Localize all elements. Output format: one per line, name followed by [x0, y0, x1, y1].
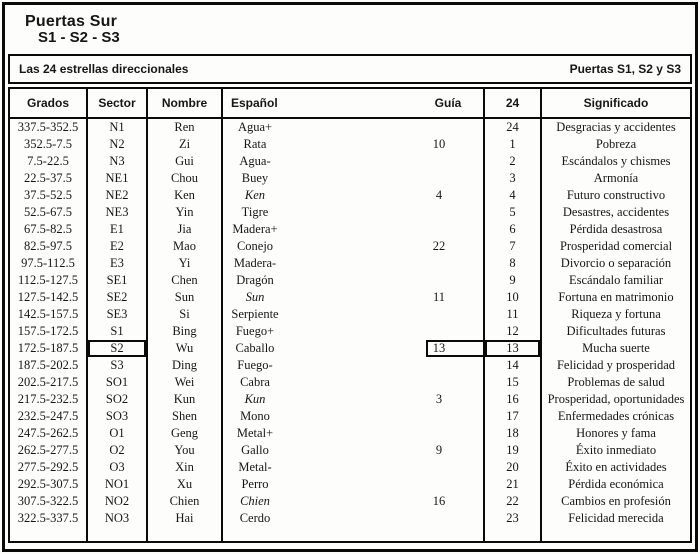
espanol-text: Mono — [240, 409, 270, 423]
espanol-text: Sun — [245, 290, 265, 304]
espanol-text: Gallo — [241, 443, 269, 457]
table-row — [10, 255, 690, 272]
espanol-text: Conejo — [236, 239, 274, 253]
table-filler-row — [10, 527, 690, 541]
page-title: Puertas Sur — [25, 13, 118, 30]
grados-cell: 277.5-292.5 — [10, 459, 88, 476]
table-row — [10, 153, 690, 170]
sector-cell: SE2 — [88, 289, 148, 306]
significado-cell: Pérdida económica — [568, 477, 664, 491]
star24-cell: 4 — [485, 187, 542, 204]
star24-cell: 3 — [485, 170, 542, 187]
significado-cell: Pobreza — [595, 137, 637, 151]
table-row — [10, 221, 690, 238]
sector-cell: N2 — [88, 136, 148, 153]
sector-cell: S1 — [88, 323, 148, 340]
espanol-cell — [223, 170, 485, 187]
grados-cell: 202.5-217.5 — [10, 374, 88, 391]
significado-cell: Éxito en actividades — [565, 460, 667, 474]
guia-highlight-box — [426, 340, 483, 357]
nombre-cell: Sun — [148, 289, 223, 306]
sector-cell: N3 — [88, 153, 148, 170]
grados-cell: 127.5-142.5 — [10, 289, 88, 306]
espanol-text: Agua+ — [237, 120, 273, 134]
table-row — [10, 357, 690, 374]
nombre-cell: Xu — [148, 476, 223, 493]
nombre-cell: Si — [148, 306, 223, 323]
star24-cell: 15 — [485, 374, 542, 391]
sector-cell: NO3 — [88, 510, 148, 527]
nombre-cell: Wei — [148, 374, 223, 391]
grados-cell: 112.5-127.5 — [10, 272, 88, 289]
espanol-cell — [223, 272, 485, 289]
sector-cell: NE2 — [88, 187, 148, 204]
table-row — [10, 306, 690, 323]
significado-cell: Riqueza y fortuna — [571, 307, 661, 321]
significado-cell: Escándalos y chismes — [561, 154, 671, 168]
espanol-cell — [223, 340, 485, 357]
star24-cell: 2 — [485, 153, 542, 170]
table-row — [10, 459, 690, 476]
sector-cell: E1 — [88, 221, 148, 238]
sector-cell: SO2 — [88, 391, 148, 408]
espanol-cell — [223, 238, 485, 255]
significado-cell: Escándalo familiar — [568, 273, 664, 287]
grados-cell: 22.5-37.5 — [10, 170, 88, 187]
significado-cell: Cambios en profesión — [561, 494, 671, 508]
guia-value: 3 — [435, 392, 443, 406]
nombre-cell: Yi — [148, 255, 223, 272]
table-row — [10, 136, 690, 153]
espanol-cell — [223, 204, 485, 221]
sector-cell: E3 — [88, 255, 148, 272]
espanol-text: Metal+ — [236, 426, 274, 440]
nombre-cell: Yin — [148, 204, 223, 221]
table-row — [10, 476, 690, 493]
significado-cell: Problemas de salud — [567, 375, 665, 389]
sector-cell: SE3 — [88, 306, 148, 323]
guia-value: 10 — [432, 137, 446, 151]
espanol-cell — [223, 476, 485, 493]
col-header-espanol — [223, 89, 485, 117]
significado-cell: Armonía — [593, 171, 639, 185]
guia-value: 4 — [435, 188, 443, 202]
significado-cell: Prosperidad comercial — [559, 239, 673, 253]
espanol-cell — [223, 221, 485, 238]
table-row — [10, 425, 690, 442]
grados-cell: 67.5-82.5 — [10, 221, 88, 238]
guia-value: 11 — [432, 290, 446, 304]
star24-cell: 1 — [485, 136, 542, 153]
espanol-cell — [223, 408, 485, 425]
significado-cell: Desastres, accidentes — [562, 205, 670, 219]
col-header-grados: Grados — [10, 89, 88, 117]
sector-cell: NO1 — [88, 476, 148, 493]
grados-cell: 217.5-232.5 — [10, 391, 88, 408]
grados-cell: 232.5-247.5 — [10, 408, 88, 425]
significado-cell: Pérdida desastrosa — [569, 222, 663, 236]
sector-cell: N1 — [88, 119, 148, 136]
espanol-text: Fuego- — [237, 358, 273, 372]
subtitle-right-label: Puertas S1, S2 y S3 — [569, 62, 681, 76]
table-row — [10, 340, 690, 357]
sector-cell: O1 — [88, 425, 148, 442]
guia-value: 13 — [432, 341, 446, 355]
grados-cell: 82.5-97.5 — [10, 238, 88, 255]
espanol-text: Agua- — [239, 154, 271, 168]
espanol-cell — [223, 442, 485, 459]
sector-cell: S3 — [88, 357, 148, 374]
espanol-cell — [223, 119, 485, 136]
espanol-cell — [223, 374, 485, 391]
guia-value: 16 — [432, 494, 446, 508]
grados-cell: 7.5-22.5 — [10, 153, 88, 170]
table-header-row — [10, 89, 690, 119]
col-header-significado: Significado — [583, 96, 649, 110]
nombre-cell: Wu — [148, 340, 223, 357]
significado-cell: Futuro constructivo — [566, 188, 666, 202]
espanol-text: Tigre — [241, 205, 269, 219]
nombre-cell: Bing — [148, 323, 223, 340]
espanol-cell — [223, 153, 485, 170]
espanol-cell — [223, 391, 485, 408]
table-row — [10, 187, 690, 204]
grados-cell: 97.5-112.5 — [10, 255, 88, 272]
grados-cell: 322.5-337.5 — [10, 510, 88, 527]
espanol-cell — [223, 306, 485, 323]
col-header-sector: Sector — [88, 89, 148, 117]
espanol-text: Chien — [240, 494, 270, 508]
espanol-text: Fuego+ — [235, 324, 275, 338]
table-row — [10, 238, 690, 255]
sector-cell: O2 — [88, 442, 148, 459]
filler-cell — [10, 527, 88, 541]
star24-cell: 18 — [485, 425, 542, 442]
espanol-text: Buey — [241, 171, 269, 185]
star24-cell: 13 — [485, 340, 542, 357]
significado-cell: Divorcio o separación — [560, 256, 672, 270]
espanol-text: Perro — [241, 477, 269, 491]
nombre-cell: Ren — [148, 119, 223, 136]
title-section — [5, 5, 695, 51]
espanol-cell — [223, 136, 485, 153]
espanol-text: Kun — [244, 392, 266, 406]
sector-cell: NE3 — [88, 204, 148, 221]
nombre-cell: Geng — [148, 425, 223, 442]
espanol-text: Cerdo — [239, 511, 271, 525]
subtitle-left-label: Las 24 estrellas direccionales — [19, 62, 189, 76]
espanol-cell — [223, 425, 485, 442]
sector-cell: SE1 — [88, 272, 148, 289]
significado-cell: Dificultades futuras — [566, 324, 666, 338]
sector-cell: S2 — [88, 340, 148, 357]
espanol-text: Madera- — [233, 256, 277, 270]
guia-header-label: Guía — [434, 96, 462, 110]
page-border — [2, 2, 698, 552]
nombre-cell: You — [148, 442, 223, 459]
nombre-cell: Zi — [148, 136, 223, 153]
table-row — [10, 374, 690, 391]
star24-cell: 24 — [485, 119, 542, 136]
subtitle-bar — [8, 54, 692, 84]
star24-cell: 21 — [485, 476, 542, 493]
espanol-cell — [223, 510, 485, 527]
filler-cell — [148, 527, 223, 541]
filler-cell — [542, 527, 690, 541]
star24-cell: 10 — [485, 289, 542, 306]
significado-cell: Prosperidad, oportunidades — [547, 392, 685, 406]
nombre-cell: Kun — [148, 391, 223, 408]
espanol-cell — [223, 357, 485, 374]
espanol-text: Madera+ — [232, 222, 278, 236]
star24-cell: 20 — [485, 459, 542, 476]
espanol-cell — [223, 493, 485, 510]
espanol-text: Metal- — [238, 460, 272, 474]
sector-cell: O3 — [88, 459, 148, 476]
nombre-cell: Chou — [148, 170, 223, 187]
sector-cell: E2 — [88, 238, 148, 255]
espanol-cell — [223, 255, 485, 272]
espanol-text: Cabra — [240, 375, 270, 389]
grados-cell: 172.5-187.5 — [10, 340, 88, 357]
page-subtitle-sectors: S1 - S2 - S3 — [38, 29, 120, 46]
nombre-cell: Chen — [148, 272, 223, 289]
espanol-header-label: Español — [231, 96, 278, 110]
espanol-text: Rata — [243, 137, 267, 151]
espanol-text: Ken — [244, 188, 266, 202]
significado-cell: Mucha suerte — [582, 341, 650, 355]
table-row — [10, 493, 690, 510]
espanol-text: Serpiente — [231, 307, 279, 321]
table-row — [10, 408, 690, 425]
espanol-cell — [223, 289, 485, 306]
nombre-cell: Ken — [148, 187, 223, 204]
filler-cell — [485, 527, 542, 541]
espanol-text: Dragón — [236, 273, 274, 287]
star24-cell: 19 — [485, 442, 542, 459]
nombre-cell: Gui — [148, 153, 223, 170]
filler-cell — [88, 527, 148, 541]
guia-value: 22 — [432, 239, 446, 253]
nombre-cell: Chien — [148, 493, 223, 510]
espanol-text: Caballo — [235, 341, 275, 355]
grados-cell: 262.5-277.5 — [10, 442, 88, 459]
significado-cell: Felicidad y prosperidad — [556, 358, 676, 372]
star24-cell: 12 — [485, 323, 542, 340]
grados-cell: 187.5-202.5 — [10, 357, 88, 374]
guia-value: 9 — [435, 443, 443, 457]
star24-cell: 23 — [485, 510, 542, 527]
table-row — [10, 510, 690, 527]
table-row — [10, 323, 690, 340]
sector-cell: SO1 — [88, 374, 148, 391]
table-row — [10, 391, 690, 408]
table-row — [10, 170, 690, 187]
sector-cell: NO2 — [88, 493, 148, 510]
grados-cell: 307.5-322.5 — [10, 493, 88, 510]
espanol-cell — [223, 459, 485, 476]
sector-cell: NE1 — [88, 170, 148, 187]
grados-cell: 352.5-7.5 — [10, 136, 88, 153]
nombre-cell: Ding — [148, 357, 223, 374]
star24-cell: 9 — [485, 272, 542, 289]
grados-cell: 337.5-352.5 — [10, 119, 88, 136]
grados-cell: 292.5-307.5 — [10, 476, 88, 493]
star24-cell: 22 — [485, 493, 542, 510]
espanol-cell — [223, 323, 485, 340]
nombre-cell: Mao — [148, 238, 223, 255]
nombre-cell: Jia — [148, 221, 223, 238]
star24-cell: 8 — [485, 255, 542, 272]
significado-cell: Éxito inmediato — [575, 443, 657, 457]
table-row — [10, 119, 690, 136]
significado-cell: Felicidad merecida — [568, 511, 664, 525]
nombre-cell: Xin — [148, 459, 223, 476]
grados-cell: 142.5-157.5 — [10, 306, 88, 323]
star24-cell: 7 — [485, 238, 542, 255]
table-row — [10, 442, 690, 459]
col-header-24: 24 — [485, 89, 542, 117]
espanol-cell — [223, 187, 485, 204]
star24-cell: 17 — [485, 408, 542, 425]
significado-cell: Desgracias y accidentes — [556, 120, 676, 134]
star24-cell: 14 — [485, 357, 542, 374]
grados-cell: 247.5-262.5 — [10, 425, 88, 442]
table-row — [10, 204, 690, 221]
directional-stars-table — [8, 87, 692, 543]
nombre-cell: Shen — [148, 408, 223, 425]
star24-cell: 6 — [485, 221, 542, 238]
significado-cell: Fortuna en matrimonio — [558, 290, 674, 304]
sector-cell: SO3 — [88, 408, 148, 425]
significado-cell: Enfermedades crónicas — [557, 409, 675, 423]
col-header-nombre: Nombre — [148, 89, 223, 117]
grados-cell: 157.5-172.5 — [10, 323, 88, 340]
significado-cell: Honores y fama — [576, 426, 656, 440]
filler-cell — [223, 527, 485, 541]
grados-cell: 37.5-52.5 — [10, 187, 88, 204]
nombre-cell: Hai — [148, 510, 223, 527]
star24-cell: 5 — [485, 204, 542, 221]
table-row — [10, 289, 690, 306]
table-row — [10, 272, 690, 289]
star24-cell: 16 — [485, 391, 542, 408]
star24-cell: 11 — [485, 306, 542, 323]
grados-cell: 52.5-67.5 — [10, 204, 88, 221]
table-body — [10, 119, 690, 527]
